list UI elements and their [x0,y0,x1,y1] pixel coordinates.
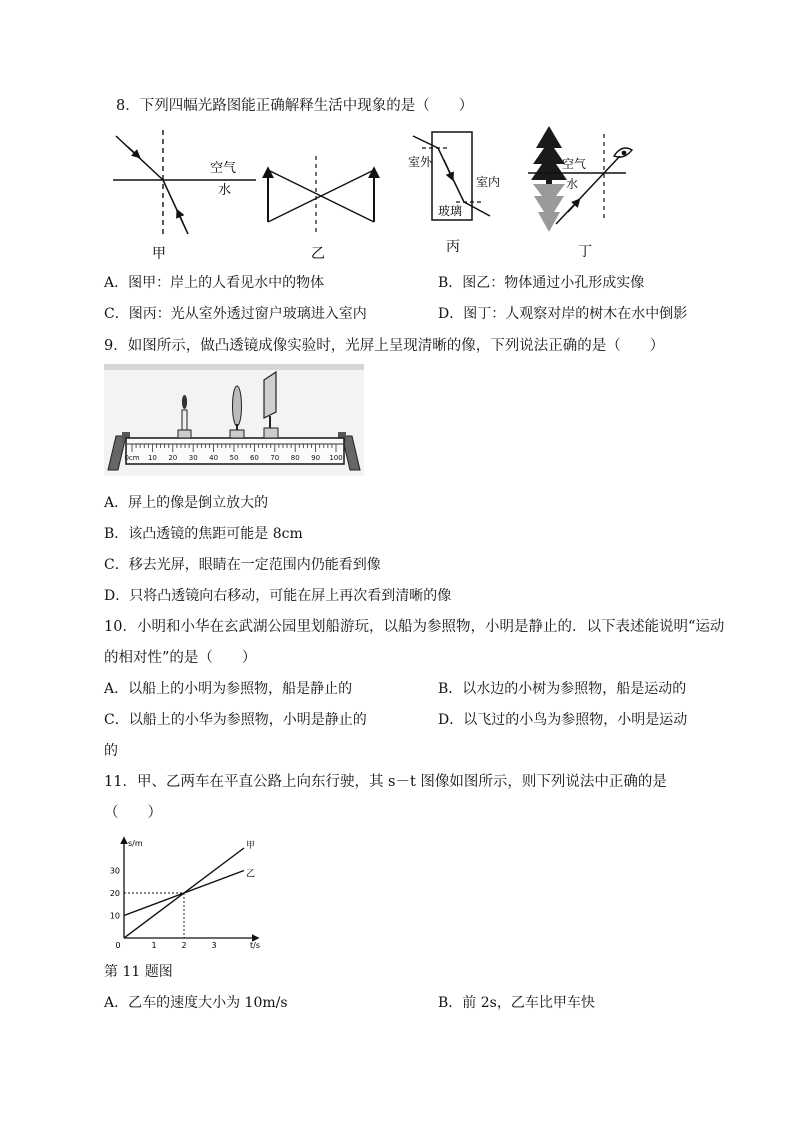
x-tick-label: 3 [211,941,217,950]
series-label-yi: 乙 [246,869,256,880]
ruler-label: 60 [249,454,259,462]
y-tick-label: 30 [109,866,120,876]
figure-yi [268,156,374,262]
label-yi: 乙 [311,246,325,262]
chart-series [124,840,255,938]
q10-option-c: C．以船上的小华为参照物，小明是静止的 [104,712,367,728]
ruler-label: 40 [209,454,219,462]
q8-stem: 8．下列四幅光路图能正确解释生活中现象的是（ ） [116,98,474,114]
eye-icon [614,148,632,157]
ruler-label: 0cm [124,454,140,462]
label-water-ding: 水 [566,177,579,191]
ruler-label: 100 [329,454,343,462]
q8-option-d: D．图丁：人观察对岸的树木在水中倒影 [438,306,688,322]
q10-stem-line1: 10．小明和小华在玄武湖公园里划船游玩，以船为参照物，小明是静止的．以下表述能说明“运动 [104,619,725,635]
y-tick-label: 10 [109,911,120,921]
series-label-jia: 甲 [246,841,256,851]
ruler-label: 10 [147,454,157,462]
ruler-label: 80 [290,454,300,462]
figure-ding [528,126,632,260]
q9-option-c: C．移去光屏，眼睛在一定范围内仍能看到像 [104,557,381,573]
q11-stem-line1: 11．甲、乙两车在平直公路上向东行驶，其 s－t 图像如图所示，则下列说法中正确的是 [104,774,667,790]
ruler-label: 70 [270,454,280,462]
label-air-ding: 空气 [562,157,587,171]
q9-stem: 9．如图所示，做凸透镜成像实验时，光屏上呈现清晰的像，下列说法正确的是（ ） [104,338,665,354]
chart-axes [124,838,260,950]
y-axis-label: s/m [128,839,143,848]
optical-bench-figure [104,364,364,476]
y-tick-label: 20 [109,889,120,898]
q10-option-b: B．以水边的小树为参照物，船是运动的 [438,681,687,697]
x-tick-label: 0 [115,941,121,950]
label-indoor: 室内 [476,175,501,189]
q9-option-d: D．只将凸透镜向右移动，可能在屏上再次看到清晰的像 [104,588,452,604]
figure-bing [408,132,500,255]
label-bing: 丙 [446,239,460,255]
s-t-chart [104,834,264,950]
q11-caption: 第 11 题图 [104,964,173,980]
q10-option-d: D．以飞过的小鸟为参照物，小明是运动 [438,712,688,728]
label-glass: 玻璃 [438,204,463,218]
q11-option-a: A．乙车的速度大小为 10m/s [104,995,288,1011]
label-ding: 丁 [578,244,592,260]
label-outdoor: 室外 [408,155,433,169]
ruler-label: 50 [229,454,239,462]
tree-icon [531,126,567,186]
q10-stem-line2: 的相对性”的是（ ） [104,650,257,666]
q8-figures [108,126,668,264]
q9-option-b: B．该凸透镜的焦距可能是 8cm [104,526,303,542]
ruler-label: 90 [311,454,321,462]
label-water-jia: 水 [218,183,232,198]
x-axis-label: t/s [250,941,260,950]
q8-option-a: A．图甲：岸上的人看见水中的物体 [104,275,325,291]
q10-option-d-cont: 的 [104,743,118,759]
q9-option-a: A．屏上的像是倒立放大的 [104,495,269,511]
q10-option-a: A．以船上的小明为参照物，船是静止的 [104,681,353,697]
light-screen-icon [264,372,278,438]
label-jia: 甲 [152,246,166,262]
ruler-label: 30 [188,454,198,462]
q11-option-b: B．前 2s，乙车比甲车快 [438,995,595,1011]
tree-reflection-icon [533,184,565,232]
x-tick-label: 2 [181,941,187,950]
q11-stem-line2: （ ） [104,805,162,821]
ruler-label: 20 [168,454,178,462]
label-air-jia: 空气 [210,161,237,176]
q8-option-c: C．图丙：光从室外透过窗户玻璃进入室内 [104,306,367,322]
q8-option-b: B．图乙：物体通过小孔形成实像 [438,275,645,291]
x-tick-label: 1 [151,941,157,950]
figure-jia [113,130,256,262]
